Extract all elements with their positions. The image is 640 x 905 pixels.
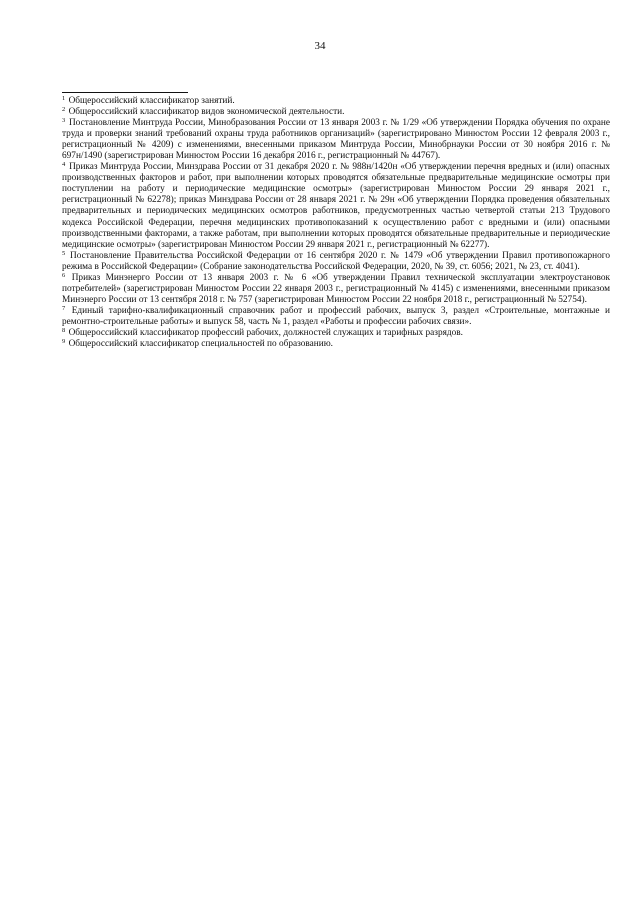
footnote-text: Приказ Минэнерго России от 13 января 2003 г. № 6 «Об утверждении Правил технической эксплуатации электроустановок потребителей» (зарегистрирован Минюстом России 22 января 2003 г., регистрационный № 4145) с изменениями, внесенными приказом Минэнерго России от 13 сентября 2018 г. № 757 (зарегистрирован Минюстом России 22 ноября 2018 г., регистрационный № 52754).	[62, 272, 610, 305]
footnote-9	[62, 339, 610, 350]
footnote-3	[62, 118, 610, 162]
footnote-8	[62, 328, 610, 339]
footnote-text: Приказ Минтруда России, Минздрава России от 31 декабря 2020 г. № 988н/1420н «Об утверждении перечня вредных и (или) опасных производственных факторов и работ, при выполнении которых проводятся обязательные предварительные медицинские осмотры при поступлении на работу и периодические медицинские осмотры» (зарегистрирован Минюстом России 29 января 2021 г., регистрационный № 62278); приказ Минздрава России от 28 января 2021 г. № 29н «Об утверждении Порядка проведения обязательных предварительных и периодических медицинских осмотров работников, предусмотренных частью четвертой статьи 213 Трудового кодекса Российской Федерации, перечня медицинских противопоказаний к осуществлению работ с вредными и (или) опасными производственными факторами, а также работам, при выполнении которых проводятся обязательные предварительные и периодические медицинские осмотры» (зарегистрирован Минюстом России 29 января 2021 г., регистрационный № 62277).	[62, 162, 610, 250]
footnote-number: 5	[62, 249, 66, 257]
footnote-text: Единый тарифно-квалификационный справочник работ и профессий рабочих, выпуск 3, раздел «Строительные, монтажные и ремонтно-строительные работы» и выпуск 58, часть № 1, раздел «Работы и профессии рабочих связи».	[62, 305, 610, 327]
footnote-number: 7	[62, 304, 66, 312]
footnote-2	[62, 107, 610, 118]
footnote-number: 4	[62, 161, 66, 169]
footnote-text: Общероссийский классификатор занятий.	[68, 96, 235, 106]
footnote-separator	[62, 92, 188, 93]
footnote-number: 1	[62, 95, 66, 102]
footnote-6	[62, 273, 610, 306]
footnote-number: 2	[62, 106, 66, 114]
footnote-5	[62, 251, 610, 273]
footnote-number: 3	[62, 117, 66, 125]
footnote-number: 8	[62, 326, 66, 334]
footnote-1	[62, 96, 610, 107]
footnote-text: Общероссийский классификатор специальностей по образованию.	[68, 339, 334, 350]
footnote-7	[62, 306, 610, 328]
footnote-number: 6	[62, 271, 66, 279]
footnote-text: Постановление Правительства Российской Федерации от 16 сентября 2020 г. № 1479 «Об утверждении Правил противопожарного режима в Российской Федерации» (Собрание законодательства Российской Федерации, 2020, № 39, ст. 6056; 2021, № 23, ст. 4041).	[62, 250, 610, 272]
footnotes-list	[62, 96, 610, 350]
footnote-text: Общероссийский классификатор профессий рабочих, должностей служащих и тарифных разрядов.	[68, 327, 463, 338]
footnote-text: Постановление Минтруда России, Минобразования России от 13 января 2003 г. № 1/29 «Об утверждении Порядка обучения по охране труда и проверки знаний требований охраны труда работников организаций» (зарегистрировано Минюстом России 12 февраля 2003 г., регистрационный № 4209) с изменениями, внесенными приказом Минтруда России, Минобрнауки России от 30 ноября 2016 г. № 697н/1490 (зарегистрирован Минюстом России 16 декабря 2016 г., регистрационный № 44767).	[62, 118, 610, 162]
page-number: 34	[314, 40, 326, 52]
footnote-text: Общероссийский классификатор видов экономической деятельности.	[68, 107, 345, 118]
footnote-4	[62, 162, 610, 250]
footnote-number: 9	[62, 338, 66, 346]
